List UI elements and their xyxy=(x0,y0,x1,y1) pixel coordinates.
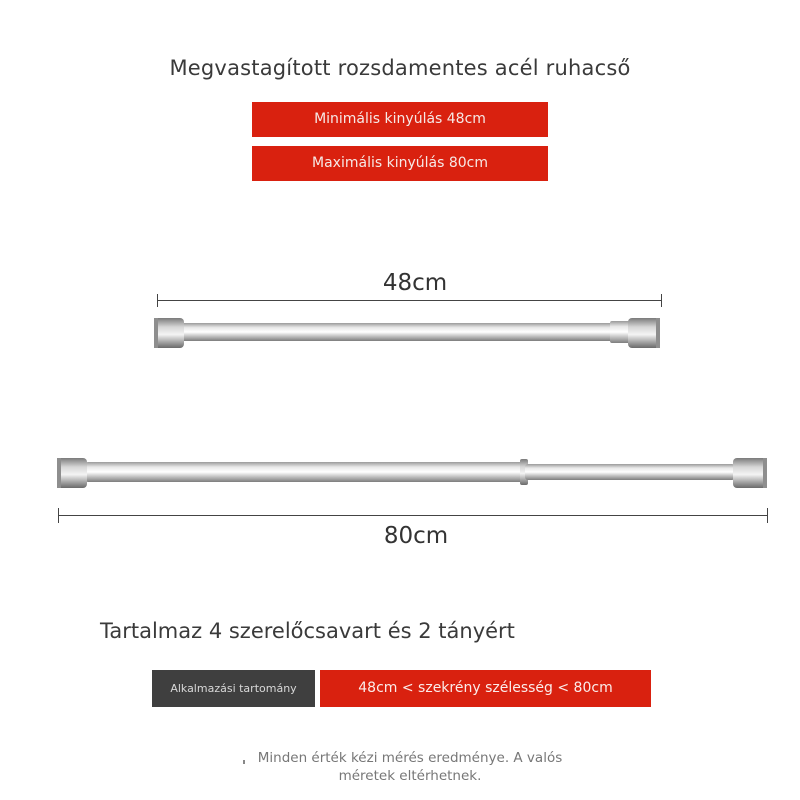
max-extension-badge: Maximális kinyúlás 80cm xyxy=(252,146,548,181)
decorative-mark xyxy=(243,760,245,764)
short-rod-image xyxy=(150,312,665,354)
long-dimension-line xyxy=(58,515,768,516)
min-extension-badge: Minimális kinyúlás 48cm xyxy=(252,102,548,137)
long-dimension-label: 80cm xyxy=(383,523,449,549)
measurement-note: Minden érték kézi mérés eredménye. A valós méretek eltérhetnek. xyxy=(257,750,563,784)
page-title: Megvastagított rozsdamentes acél ruhacső xyxy=(169,56,631,80)
range-value-box: 48cm < szekrény szélesség < 80cm xyxy=(320,670,651,707)
long-dimension-tick-left xyxy=(58,508,59,523)
long-dimension-tick-right xyxy=(767,508,768,523)
short-dimension-tick-right xyxy=(661,294,662,307)
range-label-box: Alkalmazási tartomány xyxy=(152,670,315,707)
long-rod-image xyxy=(55,450,773,496)
short-dimension-label: 48cm xyxy=(382,270,448,296)
includes-text: Tartalmaz 4 szerelőcsavart és 2 tányért xyxy=(100,619,515,643)
short-dimension-line xyxy=(157,300,662,301)
short-dimension-tick-left xyxy=(157,294,158,307)
